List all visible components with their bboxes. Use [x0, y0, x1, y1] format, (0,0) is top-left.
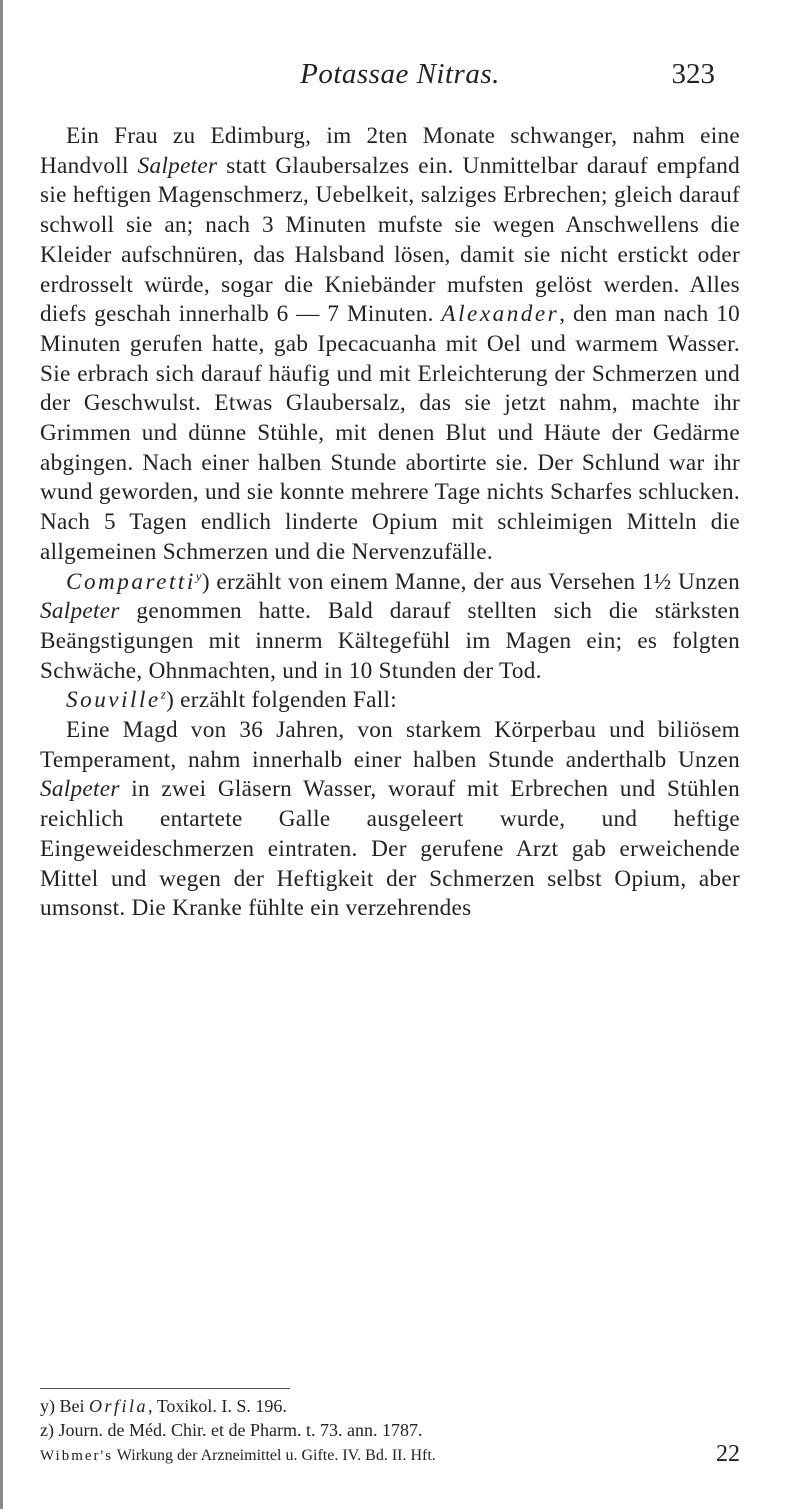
page-number: 323	[671, 58, 715, 90]
spaced-name: Alexander	[441, 301, 560, 328]
paragraph-souville-intro	[40, 686, 740, 716]
footnote-y	[40, 1394, 740, 1418]
spaced-name: Comparetti	[66, 568, 196, 595]
text-run: Eine Magd von 36 Jahren, von starkem Körperbau und biliösem Temperament, nahm innerhalb einer halben Stunde anderthalb Unzen	[40, 717, 740, 773]
signature-line	[40, 1442, 740, 1468]
sheet-signature: 22	[716, 1441, 740, 1467]
footnote-mark: z)	[40, 1420, 54, 1440]
paragraph-comparetti-case	[40, 568, 740, 687]
text-run: Ein Frau zu Edimburg, im 2ten Monate schwanger, nahm eine Handvoll	[40, 123, 740, 179]
footnotes	[40, 1394, 740, 1468]
text-run: ) erzählt von einem Manne, der aus Versehen 1½ Unzen	[201, 568, 740, 595]
footnote-marker: z	[160, 686, 167, 702]
text-run: ) erzählt folgenden Fall:	[166, 687, 397, 714]
text-run: statt Glaubersalzes ein. Unmittelbar darauf empfand sie heftigen Magenschmerz, Uebelkeit, salziges Erbrechen; gleich darauf schwoll sie an; nach 3 Minuten mufste sie wegen Anschwellens die Kleider aufschnüren, das Halsband lösen, damit sie nicht erstickt oder erdrosselt würde, sogar die Kniebänder mufsten gelöst werden. Alles diefs geschah innerhalb 6 — 7 Minuten.	[40, 152, 741, 328]
spaced-name: Orfila	[89, 1396, 149, 1416]
footnote-rule	[40, 1388, 290, 1389]
italic-term: Salpeter	[137, 152, 218, 179]
page-header	[0, 58, 800, 98]
page-edge	[0, 0, 3, 1509]
text-run: Bei	[55, 1396, 89, 1416]
text-run: , Toxikol. I. S. 196.	[148, 1396, 287, 1416]
body-text	[40, 122, 740, 924]
italic-term: Salpeter	[40, 776, 120, 803]
spaced-name: Souville	[66, 687, 161, 714]
text-run: Journ. de Méd. Chir. et de Pharm. t. 73. ann. 1787.	[53, 1420, 423, 1440]
signature-text: Wirkung der Arzneimittel u. Gifte. IV. Bd. II. Hft.	[113, 1447, 436, 1464]
running-title: Potassae Nitras.	[300, 58, 500, 90]
text-run: , den man nach 10 Minuten gerufen hatte, gab Ipecacuanha mit Oel und warmem Wasser. Sie erbrach sich darauf häufig und mit Erleichterung der Schmerzen und der Geschwulst. Etwas Glaubersalz, das sie jetzt nahm, machte ihr Grimmen und dünne Stühle, mit denen Blut und Häute der Gedärme abgingen. Nach einer halben Stunde abortirte sie. Der Schlund war ihr wund geworden, und sie konnte mehrere Tage nichts Scharfes schlucken. Nach 5 Tagen endlich linderte Opium mit schleimigen Mitteln die allgemeinen Schmerzen und die Nervenzufälle.	[40, 301, 740, 565]
text-run: in zwei Gläsern Wasser, worauf mit Erbrechen und Stühlen reichlich entartete Galle ausgeleert wurde, und heftige Eingeweideschmerzen eintraten. Der gerufene Arzt gab erweichende Mittel und wegen der Heftigkeit der Schmerzen selbst Opium, aber umsonst. Die Kranke fühlte ein verzehrendes	[40, 776, 740, 922]
footnote-z	[40, 1418, 740, 1442]
italic-term: Salpeter	[40, 598, 120, 625]
footnote-mark: y)	[40, 1396, 55, 1416]
signature-name: Wibmer's	[40, 1448, 114, 1464]
paragraph-edinburgh-case	[40, 122, 740, 568]
text-run: genommen hatte. Bald darauf stellten sich die stärksten Beängstigungen mit innerm Kältegefühl im Magen ein; es folgten Schwäche, Ohnmachten, und in 10 Stunden der Tod.	[40, 598, 740, 684]
footnote-marker: y	[195, 567, 202, 583]
paragraph-maid-case	[40, 716, 740, 924]
